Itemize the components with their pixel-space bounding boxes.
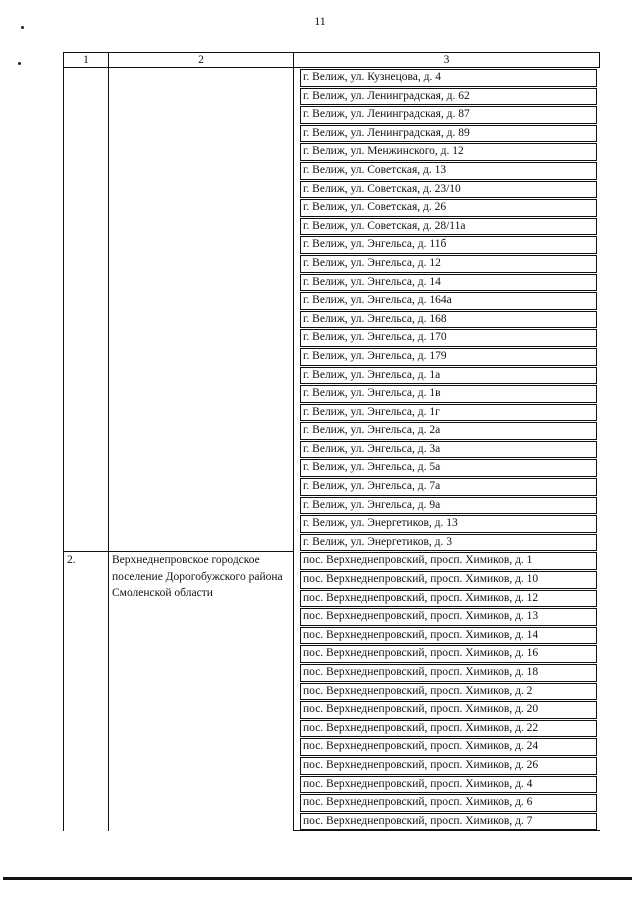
address-text: г. Велиж, ул. Энергетиков, д. 3 <box>300 534 597 552</box>
section-number <box>64 68 109 552</box>
address-cell <box>294 273 600 292</box>
address-text: г. Велиж, ул. Советская, д. 28/11а <box>300 218 597 236</box>
address-text: г. Велиж, ул. Энгельса, д. 2а <box>300 422 597 440</box>
scan-speck <box>21 26 24 29</box>
address-cell <box>294 663 600 682</box>
address-cell <box>294 421 600 440</box>
address-cell <box>294 756 600 775</box>
address-cell <box>294 496 600 515</box>
address-cell <box>294 198 600 217</box>
address-cell <box>294 682 600 701</box>
footer-rule <box>3 877 632 880</box>
address-text: г. Велиж, ул. Энгельса, д. 1а <box>300 367 597 385</box>
address-text: г. Велиж, ул. Энгельса, д. 170 <box>300 329 597 347</box>
address-text: пос. Верхнеднепровский, просп. Химиков, д. 12 <box>300 590 597 608</box>
column-header-settlement: 2 <box>109 53 294 68</box>
address-cell <box>294 626 600 645</box>
address-cell <box>294 793 600 812</box>
address-cell <box>294 347 600 366</box>
address-text: г. Велиж, ул. Энгельса, д. 1г <box>300 404 597 422</box>
address-cell <box>294 328 600 347</box>
address-text: г. Велиж, ул. Энергетиков, д. 13 <box>300 515 597 533</box>
address-cell <box>294 366 600 385</box>
table-row <box>64 68 600 87</box>
page-number: 11 <box>314 14 326 28</box>
address-cell <box>294 68 600 87</box>
address-cell <box>294 570 600 589</box>
address-cell <box>294 291 600 310</box>
section-number: 2. <box>64 551 109 830</box>
address-cell <box>294 310 600 329</box>
address-text: пос. Верхнеднепровский, просп. Химиков, д. 20 <box>300 701 597 719</box>
address-text: пос. Верхнеднепровский, просп. Химиков, д. 13 <box>300 608 597 626</box>
address-cell <box>294 105 600 124</box>
address-cell <box>294 440 600 459</box>
address-text: г. Велиж, ул. Советская, д. 26 <box>300 199 597 217</box>
address-cell <box>294 551 600 570</box>
settlement-name: Верхнеднепровское городское поселение Дорогобужского района Смоленской области <box>109 551 294 830</box>
address-text: пос. Верхнеднепровский, просп. Химиков, д. 14 <box>300 627 597 645</box>
address-text: г. Велиж, ул. Советская, д. 23/10 <box>300 181 597 199</box>
address-text: г. Велиж, ул. Энгельса, д. 11б <box>300 236 597 254</box>
address-text: г. Велиж, ул. Менжинского, д. 12 <box>300 143 597 161</box>
address-cell <box>294 235 600 254</box>
address-cell <box>294 719 600 738</box>
address-text: г. Велиж, ул. Кузнецова, д. 4 <box>300 69 597 87</box>
address-cell <box>294 384 600 403</box>
address-text: г. Велиж, ул. Советская, д. 13 <box>300 162 597 180</box>
address-text: пос. Верхнеднепровский, просп. Химиков, д. 16 <box>300 645 597 663</box>
scan-speck <box>18 62 21 65</box>
address-text: г. Велиж, ул. Энгельса, д. 164а <box>300 292 597 310</box>
address-cell <box>294 180 600 199</box>
address-text: пос. Верхнеднепровский, просп. Химиков, д. 26 <box>300 757 597 775</box>
address-cell <box>294 403 600 422</box>
address-text: пос. Верхнеднепровский, просп. Химиков, д. 22 <box>300 720 597 738</box>
address-cell <box>294 644 600 663</box>
address-cell <box>294 514 600 533</box>
address-text: пос. Верхнеднепровский, просп. Химиков, д. 18 <box>300 664 597 682</box>
address-table <box>63 52 600 831</box>
address-text: г. Велиж, ул. Энгельса, д. 168 <box>300 311 597 329</box>
address-text: пос. Верхнеднепровский, просп. Химиков, д. 1 <box>300 552 597 570</box>
address-cell <box>294 254 600 273</box>
address-cell <box>294 775 600 794</box>
address-cell <box>294 124 600 143</box>
table-body <box>64 68 600 831</box>
address-cell <box>294 533 600 552</box>
address-text: г. Велиж, ул. Ленинградская, д. 87 <box>300 106 597 124</box>
address-text: пос. Верхнеднепровский, просп. Химиков, д. 2 <box>300 683 597 701</box>
address-text: г. Велиж, ул. Энгельса, д. 12 <box>300 255 597 273</box>
address-cell <box>294 737 600 756</box>
address-text: г. Велиж, ул. Энгельса, д. 5а <box>300 459 597 477</box>
table-row <box>64 551 600 570</box>
column-header-number: 1 <box>64 53 109 68</box>
address-cell <box>294 477 600 496</box>
address-text: г. Велиж, ул. Энгельса, д. 1в <box>300 385 597 403</box>
address-cell <box>294 812 600 831</box>
column-header-address: 3 <box>294 53 600 68</box>
address-cell <box>294 217 600 236</box>
address-text: г. Велиж, ул. Энгельса, д. 3а <box>300 441 597 459</box>
settlement-name <box>109 68 294 552</box>
address-text: пос. Верхнеднепровский, просп. Химиков, д. 4 <box>300 776 597 794</box>
address-cell <box>294 607 600 626</box>
address-text: пос. Верхнеднепровский, просп. Химиков, д. 7 <box>300 813 597 831</box>
address-text: г. Велиж, ул. Энгельса, д. 14 <box>300 274 597 292</box>
address-cell <box>294 142 600 161</box>
address-text: пос. Верхнеднепровский, просп. Химиков, д. 10 <box>300 571 597 589</box>
address-text: пос. Верхнеднепровский, просп. Химиков, д. 24 <box>300 738 597 756</box>
address-text: г. Велиж, ул. Энгельса, д. 7а <box>300 478 597 496</box>
address-text: г. Велиж, ул. Энгельса, д. 179 <box>300 348 597 366</box>
table-header <box>64 53 600 68</box>
address-text: пос. Верхнеднепровский, просп. Химиков, д. 6 <box>300 794 597 812</box>
address-cell <box>294 458 600 477</box>
address-cell <box>294 700 600 719</box>
address-text: г. Велиж, ул. Энгельса, д. 9а <box>300 497 597 515</box>
address-cell <box>294 161 600 180</box>
address-cell <box>294 87 600 106</box>
address-text: г. Велиж, ул. Ленинградская, д. 62 <box>300 88 597 106</box>
address-cell <box>294 589 600 608</box>
address-text: г. Велиж, ул. Ленинградская, д. 89 <box>300 125 597 143</box>
